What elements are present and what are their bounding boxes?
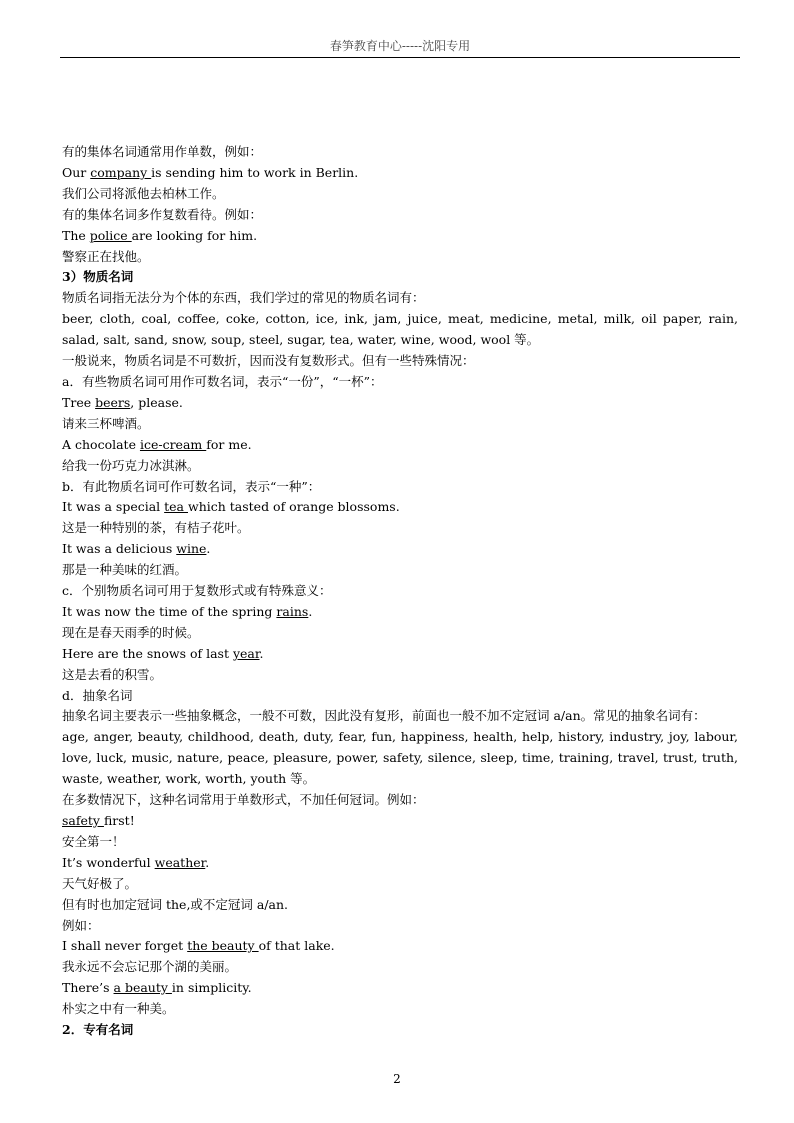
text-line: d．抽象名词	[62, 687, 133, 703]
text-line: a．有些物质名词可用作可数名词，表示“一份”，“一杯”：	[62, 373, 383, 389]
text-line: 物质名词指无法分为个体的东西，我们学过的常见的物质名词有：	[62, 290, 425, 306]
page-number: 2	[393, 1072, 401, 1086]
text-line: It was now the time of the spring rains.	[62, 603, 313, 619]
text-line: 现在是春天雨季的时候。	[62, 624, 200, 640]
text-line: The police are looking for him.	[62, 227, 258, 243]
text-line: b．有此物质名词可作可数名词，表示“一种”：	[62, 478, 321, 494]
underlined-word: company	[90, 164, 152, 180]
document-body	[62, 142, 738, 1041]
underlined-word: beers	[95, 394, 131, 410]
text-line: 抽象名词主要表示一些抽象概念，一般不可数，因此没有复形，前面也一般不加不定冠词 a/an。常见的抽象名词有：	[62, 708, 706, 724]
underlined-word: safety	[62, 813, 104, 828]
underlined-word: wine	[176, 541, 207, 557]
underlined-word: the beauty	[187, 938, 259, 954]
text-line: 这是去看的积雪。	[62, 666, 163, 682]
underlined-word: a beauty	[113, 980, 172, 996]
text-line: 我永远不会忘记那个湖的美丽。	[62, 959, 238, 975]
text-line: A chocolate ice-cream for me.	[62, 436, 252, 452]
header-rule	[60, 57, 740, 58]
underlined-word: ice-cream	[139, 436, 207, 452]
text-line: 有的集体名词通常用作单数，例如：	[62, 144, 263, 159]
text-line: 请来三杯啤酒。	[62, 415, 150, 431]
text-line: 这是一种特别的茶，有桔子花叶。	[62, 520, 250, 536]
text-line: Our company is sending him to work in Berlin.	[62, 164, 359, 180]
text-line: 一般说来，物质名词是不可数折，因而没有复数形式。但有一些特殊情况：	[62, 353, 475, 369]
text-line: 在多数情况下，这种名词常用于单数形式，不加任何冠词。例如：	[62, 792, 425, 808]
text-line: 但有时也加定冠词 the,或不定冠词 a/an.	[62, 896, 289, 912]
text-line: There’s a beauty in simplicity.	[62, 980, 252, 996]
text-line: 朴实之中有一种美。	[62, 1001, 175, 1017]
text-line: It’s wonderful weather.	[62, 854, 210, 870]
text-line: 天气好极了。	[62, 875, 138, 891]
text-line: 我们公司将派他去柏林工作。	[62, 185, 225, 201]
text-line: 安全第一！	[62, 833, 125, 849]
text-line: 那是一种美味的红酒。	[62, 562, 188, 578]
text-line: 警察正在找他。	[62, 248, 150, 264]
text-line: It was a special tea which tasted of orange blossoms.	[62, 499, 400, 515]
underlined-word: rains	[276, 603, 309, 619]
text-line: age, anger, beauty, childhood, death, duty, fear, fun, happiness, health, help, history, industry, joy, labour, love, luck, music, nature, peace, pleasure, power, safety, silence, sleep, time, training, travel, trust, truth, waste, weather, work, worth, youth 等。	[62, 729, 738, 787]
text-line: safety first!	[62, 813, 135, 828]
text-line: Here are the snows of last year.	[62, 645, 264, 661]
underlined-word: police	[89, 227, 132, 243]
section-heading: 2．专有名词	[62, 1022, 134, 1038]
text-line: I shall never forget the beauty of that lake.	[62, 938, 335, 954]
page-header: 春笋教育中心-----沈阳专用	[329, 39, 471, 53]
text-line: beer, cloth, coal, coffee, coke, cotton, ice, ink, jam, juice, meat, medicine, metal, milk, oil paper, rain, salad, salt, sand, snow, soup, steel, sugar, tea, water, wine, wood, wool 等。	[62, 311, 738, 348]
text-line: 例如：	[62, 917, 100, 933]
text-line: c．个别物质名词可用于复数形式或有特殊意义：	[62, 583, 332, 599]
text-line: 给我一份巧克力冰淇淋。	[62, 457, 200, 473]
underlined-word: tea	[164, 499, 188, 515]
section-heading: 3）物质名词	[62, 269, 134, 285]
underlined-word: weather	[154, 854, 206, 870]
text-line: It was a delicious wine.	[62, 541, 211, 557]
text-line: Tree beers, please.	[62, 394, 183, 410]
underlined-word: year	[232, 645, 260, 661]
text-line: 有的集体名词多作复数看待。例如：	[62, 206, 263, 222]
